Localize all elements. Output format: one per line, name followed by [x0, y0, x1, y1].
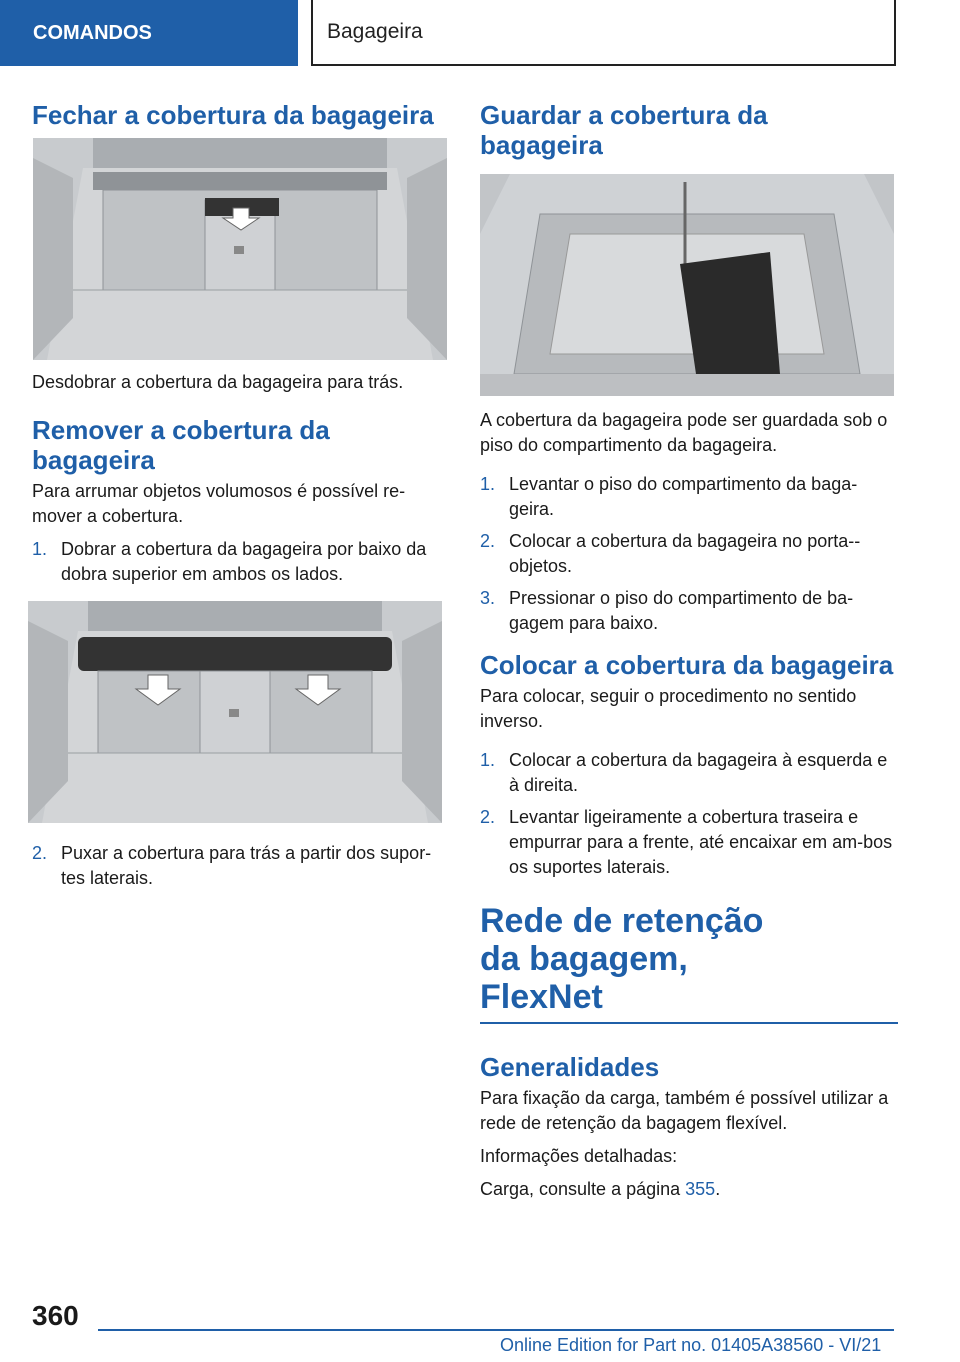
list-item: 1. Colocar a cobertura da bagageira à esquerda e à direita.: [480, 750, 888, 795]
trunk-illustration-1: [33, 138, 447, 360]
store-intro: A cobertura da bagageira pode ser guardada sob o piso do compartimento da bagageira.: [480, 410, 888, 455]
list-item: 3. Pressionar o piso do compartimento de ba-gagem para baixo.: [480, 588, 854, 633]
list-item: 1. Levantar o piso do compartimento da baga-geira.: [480, 474, 858, 519]
figure-fold-cover: [28, 601, 442, 823]
section-label: COMANDOS: [33, 21, 152, 44]
heading-close-cover: Fechar a cobertura da bagageira: [32, 100, 434, 130]
chapter-tab: [311, 0, 896, 66]
list-item: 2. Levantar ligeiramente a cobertura traseira e empurrar para a frente, até encaixar em am-bos os suportes laterais.: [480, 807, 893, 877]
place-steps: [480, 748, 898, 880]
heading-flexnet: Rede de retenção da bagagem, FlexNet: [480, 902, 764, 1016]
trunk-illustration-2: [28, 601, 442, 823]
figure-store-cover: [480, 174, 894, 396]
page-link[interactable]: 355: [685, 1179, 716, 1199]
trunk-illustration-3: [480, 174, 894, 396]
place-intro: Para colocar, seguir o procedimento no sentido inverso.: [480, 686, 857, 731]
remove-steps-b: [32, 841, 450, 891]
remove-steps-a: [32, 537, 450, 587]
heading-remove-cover: Remover a cobertura da bagageira: [32, 415, 330, 475]
right-column: [480, 100, 898, 1210]
heading-general: Generalidades: [480, 1052, 660, 1082]
list-item: 2. Colocar a cobertura da bagageira no porta--objetos.: [480, 531, 861, 576]
left-column: [32, 100, 450, 899]
list-item: 2. Puxar a cobertura para trás a partir dos supor-tes laterais.: [32, 843, 432, 888]
section-rule: [480, 1022, 898, 1024]
heading-store-cover: Guardar a cobertura da bagageira: [480, 100, 768, 160]
general-p3: Carga, consulte a página 355.: [480, 1179, 721, 1199]
store-steps: [480, 472, 898, 636]
figure-unfold-cover: [33, 138, 447, 360]
section-tab: [0, 0, 298, 66]
general-p2: Informações detalhadas:: [480, 1146, 678, 1166]
heading-place-cover: Colocar a cobertura da bagageira: [480, 650, 894, 680]
footer-edition: Online Edition for Part no. 01405A38560 - VI/21: [500, 1335, 882, 1355]
fig1-caption: Desdobrar a cobertura da bagageira para trás.: [32, 372, 404, 392]
chapter-label: Bagageira: [327, 20, 423, 43]
general-p1: Para fixação da carga, também é possível utilizar a rede de retenção da bagagem flexível.: [480, 1088, 889, 1133]
page-number: 360: [32, 1300, 79, 1331]
footer-rule: [98, 1329, 894, 1331]
list-item: 1. Dobrar a cobertura da bagageira por baixo da dobra superior em ambos os lados.: [32, 539, 427, 584]
remove-intro: Para arrumar objetos volumosos é possível re-mover a cobertura.: [32, 481, 406, 526]
